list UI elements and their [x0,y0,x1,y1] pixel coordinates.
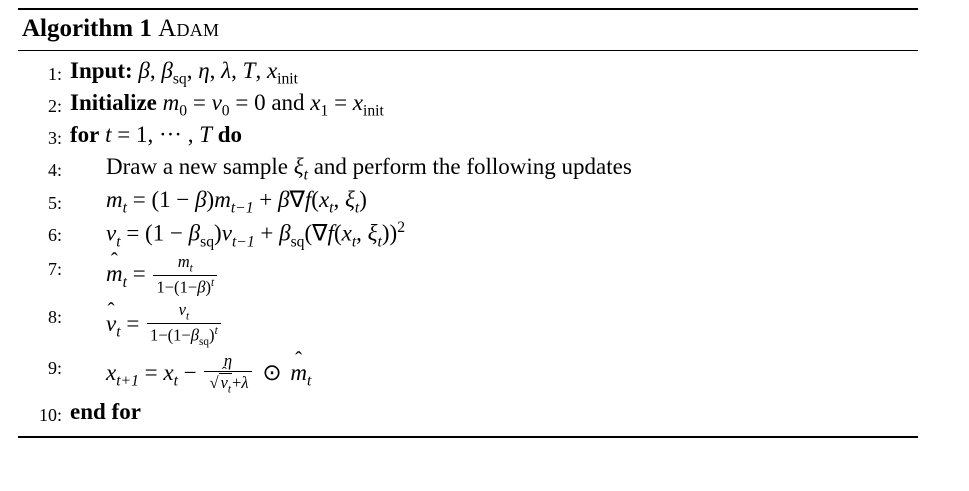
line-content: $m_t$ = $\frac{m_t}{1-(1-\beta)^t}$ [70,254,918,298]
line-content: for t = 1, ··· , T do [70,122,243,148]
algorithm-block [18,8,918,438]
algorithm-line [18,89,918,121]
algorithm-body [18,51,918,436]
algorithm-line [18,252,918,300]
algorithm-bottom-rule [18,436,918,438]
line-number: 1: [47,64,62,84]
algorithm-line [18,57,918,89]
line-content: Draw a new sample $\xi_t$ and perform the following updates [106,154,632,185]
algorithm-line [18,121,918,153]
line-number: 6: [47,224,62,245]
algorithm-line [18,300,918,351]
algorithm-header [18,10,918,50]
line-content: Initialize $m_0 = v_0 = 0$ and $x_1 = x_{init}$ [70,90,384,120]
line-number: 7: [47,258,62,279]
line-content: $v_t = (1 - \beta_{sq})v_{t-1} + \beta_{sq}(\nabla f(x_t$, $\xi_t))^2$ [106,218,406,251]
line-content: end for [70,399,141,425]
line-number: 3: [47,128,62,149]
algorithm-header-prefix: Algorithm 1 [22,15,152,42]
line-number: 5: [47,192,62,213]
line-number: 10: [38,405,62,426]
algorithm-line [18,351,918,398]
algorithm-line [18,398,918,430]
line-content: Input: β, $\beta_{sq}$, η, λ, T, $x_{init}$ [70,58,298,88]
line-number: 4: [47,160,62,181]
line-number: 2: [47,96,62,117]
algorithm-line [18,186,918,218]
line-number: 8: [47,306,62,327]
line-content: $v_t$ = $\frac{v_t}{1-(1-\beta_{sq})^t}$ [70,302,918,349]
line-content: $x_{t+1} = x_t$ − η √ $v_t+\lambda$ ⊙ $m_t$ [106,351,312,396]
line-content: $m_t = (1 - \beta)m_{t-1} + \beta\nabla f(x_t$, $\xi_t$) [106,186,367,217]
algorithm-header-name: Adam [158,15,220,42]
algorithm-line [18,218,918,252]
algorithm-line [18,153,918,185]
line-number: 9: [47,358,62,379]
